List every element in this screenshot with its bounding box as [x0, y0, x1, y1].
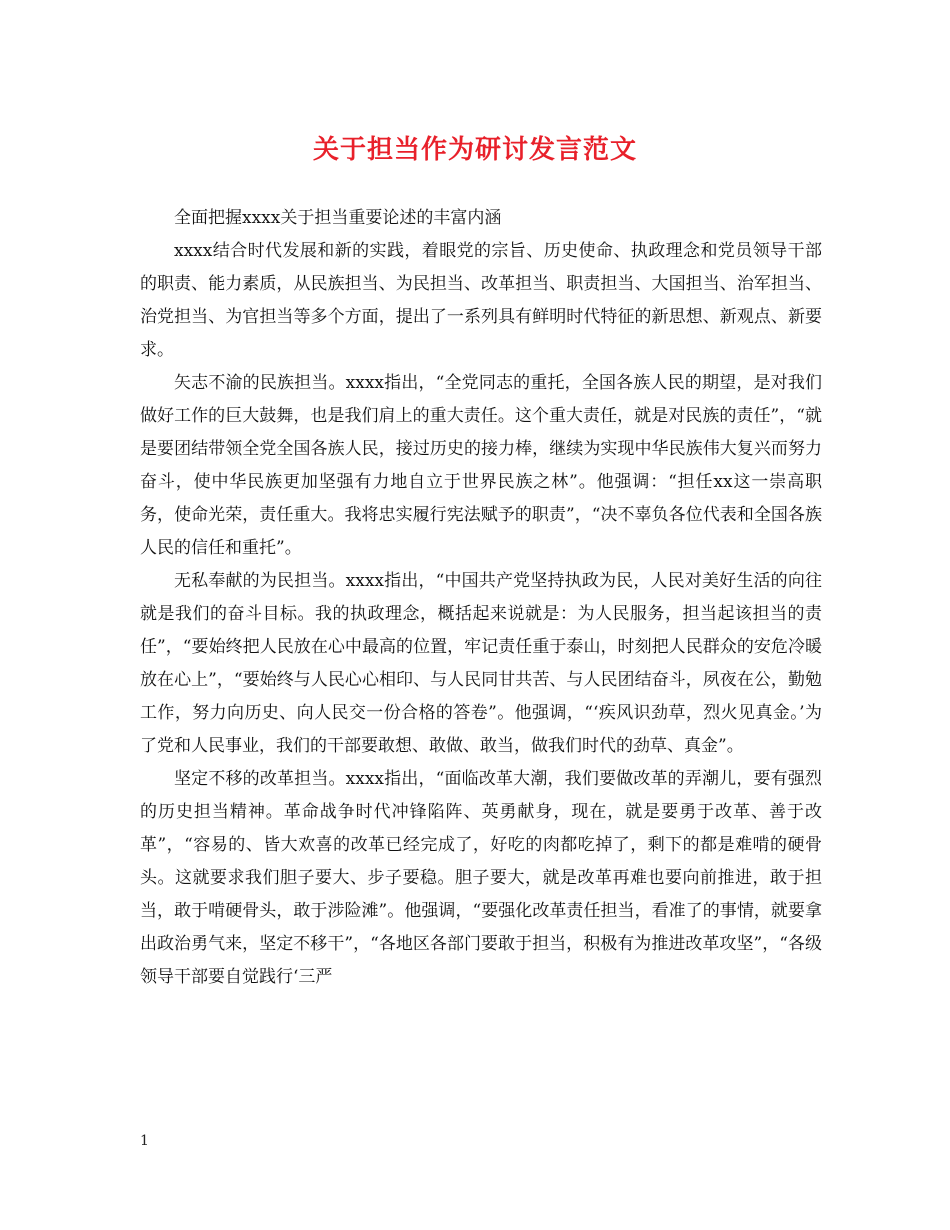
- document-body: [140, 202, 822, 994]
- paragraph-intro: xxxx结合时代发展和新的实践，着眼党的宗旨、历史使命、执政理念和党员领导干部的职责、能力素质，从民族担当、为民担当、改革担当、职责担当、大国担当、治军担当、治党担当、为官担当等多个方面，提出了一系列具有鲜明时代特征的新思想、新观点、新要求。: [140, 241, 822, 360]
- paragraph-national-responsibility: 矢志不渝的民族担当。xxxx指出，“全党同志的重托，全国各族人民的期望，是对我们做好工作的巨大鼓舞，也是我们肩上的重大责任。这个重大责任，就是对民族的责任”，“就是要团结带领全党全国各族人民，接过历史的接力棒，继续为实现中华民族伟大复兴而努力奋斗，使中华民族更加坚强有力地自立于世界民族之林”。他强调：“担任xx这一崇高职务，使命光荣，责任重大。我将忠实履行宪法赋予的职责”，“决不辜负各位代表和全国各族人民的信任和重托”。: [140, 373, 822, 558]
- paragraph-heading: 全面把握xxxx关于担当重要论述的丰富内涵: [174, 208, 502, 228]
- paragraph-reform-responsibility: 坚定不移的改革担当。xxxx指出，“面临改革大潮，我们要做改革的弄潮儿，要有强烈的历史担当精神。革命战争时代冲锋陷阵、英勇献身，现在，就是要勇于改革、善于改革”，“容易的、皆大欢喜的改革已经完成了，好吃的肉都吃掉了，剩下的都是难啃的硬骨头。这就要求我们胆子要大、步子要稳。胆子要大，就是改革再难也要向前推进，敢于担当，敢于啃硬骨头，敢于涉险滩”。他强调，“要强化改革责任担当，看准了的事情，就要拿出政治勇气来，坚定不移干”，“各地区各部门要敢于担当，积极有为推进改革攻坚”，“各级领导干部要自觉践行‘三严: [140, 769, 822, 987]
- page-number: 1: [140, 1133, 149, 1149]
- paragraph-people-responsibility: 无私奉献的为民担当。xxxx指出，“中国共产党坚持执政为民，人民对美好生活的向往就是我们的奋斗目标。我的执政理念，概括起来说就是：为人民服务，担当起该担当的责任”，“要始终把人民放在心中最高的位置，牢记责任重于泰山，时刻把人民群众的安危冷暖放在心上”，“要始终与人民心心相印、与人民同甘共苦、与人民团结奋斗，夙夜在公，勤勉工作，努力向历史、向人民交一份合格的答卷”。他强调，“‘疾风识劲草，烈火见真金。’为了党和人民事业，我们的干部要敢想、敢做、敢当，做我们时代的劲草、真金”。: [140, 571, 822, 756]
- document-title: 关于担当作为研讨发言范文: [312, 135, 637, 165]
